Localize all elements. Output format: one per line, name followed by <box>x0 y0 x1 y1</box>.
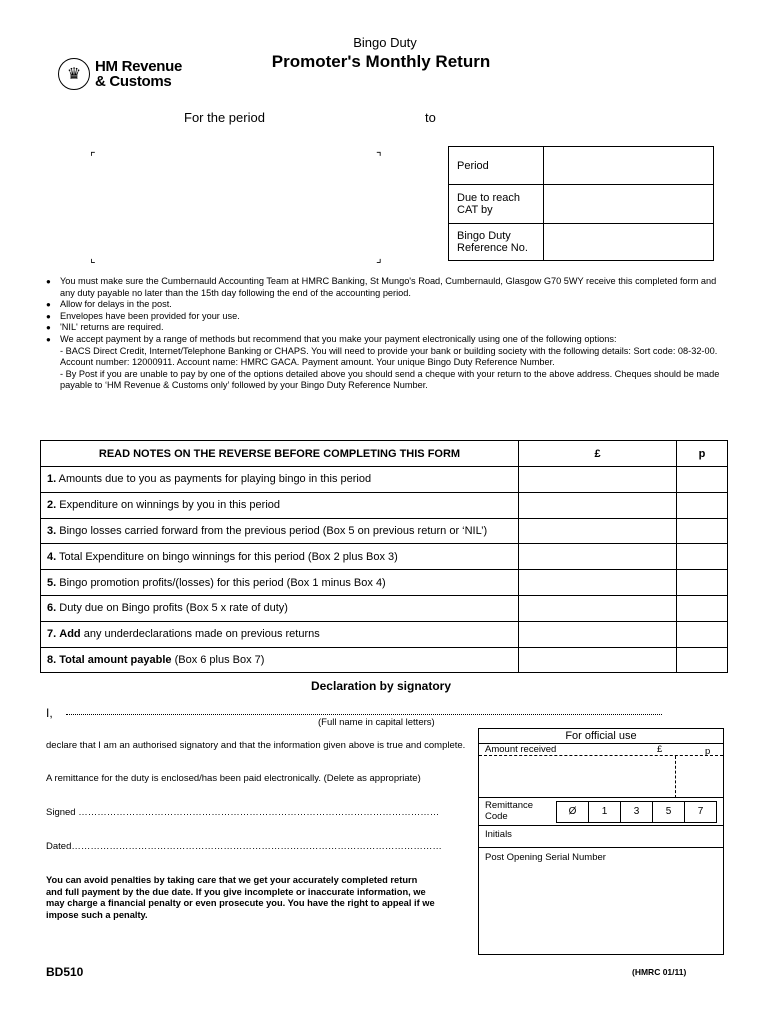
box-3-pence[interactable] <box>677 518 728 544</box>
address-corner-bottom-right: ⌟ <box>376 251 382 265</box>
remittance-code-digit: Ø <box>556 801 589 823</box>
row-number: 7. <box>47 628 57 641</box>
row-number: 5. <box>47 576 57 589</box>
address-corner-bottom-left: ⌞ <box>90 251 96 265</box>
remittance-code-digit: 5 <box>652 801 685 823</box>
amount-received-field[interactable] <box>479 755 723 798</box>
official-use-title: For official use <box>565 730 637 742</box>
row-label: Total Expenditure on bingo winnings for this period (Box 2 plus Box 3) <box>59 550 398 563</box>
box-8-pounds[interactable] <box>519 647 677 673</box>
form-code: BD510 <box>46 965 84 979</box>
official-use-box <box>478 728 724 955</box>
table-row <box>41 518 728 544</box>
declaration-title: Declaration by signatory <box>310 679 452 693</box>
penalty-notice: You can avoid penalties by taking care that we get your accurately completed return and full payment by the due date. If you give incomplete or inaccurate information, we may charge a financial penalty or even prosecute you. You have the right to appeal if we impose such a penalty. <box>46 875 435 920</box>
row-number: 8. <box>47 653 57 666</box>
box-5-pounds[interactable] <box>519 570 677 596</box>
ref-due-label: Due to reach CAT by <box>449 185 544 224</box>
table-row <box>41 467 728 493</box>
logo-line2: & Customs <box>95 73 172 90</box>
row-label: Amounts due to you as payments for playing bingo in this period <box>58 473 372 486</box>
box-6-pence[interactable] <box>677 595 728 621</box>
row-label: (Box 6 plus Box 7) <box>174 653 265 666</box>
row-label: Bingo losses carried forward from the previous period (Box 5 on previous return or ‘NIL’) <box>59 524 488 537</box>
remittance-code-label: Remittance Code <box>485 800 534 822</box>
period-to-label: to <box>425 110 436 125</box>
reference-box <box>448 146 714 261</box>
full-name-hint: (Full name in capital letters) <box>318 717 435 728</box>
box-2-pounds[interactable] <box>519 492 677 518</box>
form-title: Promoter's Monthly Return <box>271 52 491 71</box>
table-row <box>41 492 728 518</box>
note-item: ● Envelopes have been provided for your use. <box>46 311 726 323</box>
amount-received-label: Amount received <box>485 744 557 755</box>
table-row <box>41 595 728 621</box>
full-name-field[interactable] <box>66 702 662 715</box>
official-pence-label: p <box>705 746 711 757</box>
table-row <box>41 570 728 596</box>
declaration-statement: declare that I am an authorised signatory and that the information given above is true and complete. <box>46 740 466 751</box>
ref-number-label: Bingo Duty Reference No. <box>449 224 544 261</box>
box-1-pounds[interactable] <box>519 467 677 493</box>
row-number: 3. <box>47 524 57 537</box>
row-number: 6. <box>47 602 57 615</box>
row-label-bold: Total amount payable <box>59 653 172 666</box>
pounds-column-header: £ <box>519 441 677 467</box>
table-row <box>41 621 728 647</box>
row-label: Expenditure on winnings by you in this period <box>59 499 280 512</box>
crown-icon: ♛ <box>58 58 90 90</box>
pence-column-header: p <box>677 441 728 467</box>
row-label-bold: Add <box>59 628 81 641</box>
instructions-list <box>46 276 726 392</box>
note-item: ● 'NIL' returns are required. <box>46 322 726 334</box>
row-label: any underdeclarations made on previous returns <box>83 628 320 641</box>
note-item: ● You must make sure the Cumbernauld Accounting Team at HMRC Banking, St Mungo's Road, Cumbernauld, Glasgow G70 5WY receive this completed form and any duty payable no later than the 15th day following the end of the accounting period. <box>46 276 726 299</box>
signed-field[interactable]: Signed …………………………………………………………………………………………………… <box>46 807 440 818</box>
logo-line1: HM Revenue <box>95 58 183 75</box>
row-label: Duty due on Bingo profits (Box 5 x rate of duty) <box>59 602 288 615</box>
form-version: (HMRC 01/11) <box>632 967 687 977</box>
row-number: 4. <box>47 550 57 563</box>
initials-label: Initials <box>485 829 512 840</box>
box-4-pence[interactable] <box>677 544 728 570</box>
row-label: Bingo promotion profits/(losses) for this period (Box 1 minus Box 4) <box>59 576 386 589</box>
declaration-i-label: I, <box>46 706 53 720</box>
dated-field[interactable]: Dated……………………………………………………………………………………………………… <box>46 841 442 852</box>
ref-due-value[interactable] <box>544 185 714 224</box>
address-corner-top-left: ⌜ <box>90 150 96 164</box>
table-row <box>41 544 728 570</box>
table-row <box>41 647 728 673</box>
serial-number-label: Post Opening Serial Number <box>485 852 606 863</box>
box-4-pounds[interactable] <box>519 544 677 570</box>
remittance-code-digit: 7 <box>684 801 717 823</box>
box-3-pounds[interactable] <box>519 518 677 544</box>
ref-number-value[interactable] <box>544 224 714 261</box>
duty-table <box>40 440 728 673</box>
box-1-pence[interactable] <box>677 467 728 493</box>
note-item: ● We accept payment by a range of methods but recommend that you make your payment electronically using one of the following options: <box>46 334 726 346</box>
note-item: ● Allow for delays in the post. <box>46 299 726 311</box>
row-number: 1. <box>47 473 57 486</box>
row-number: 2. <box>47 499 57 512</box>
address-corner-top-right: ⌝ <box>376 150 382 164</box>
box-7-pounds[interactable] <box>519 621 677 647</box>
note-subitem: - By Post if you are unable to pay by one of the options detailed above you should send a cheque with your return to the above address. Cheques should be made payable to ‘HM Revenue & Customs only’ followed by your Bingo Duty Reference Number. <box>60 368 720 391</box>
box-6-pounds[interactable] <box>519 595 677 621</box>
ref-period-label: Period <box>449 147 544 185</box>
box-7-pence[interactable] <box>677 621 728 647</box>
box-5-pence[interactable] <box>677 570 728 596</box>
form-subtitle: Bingo Duty <box>353 35 417 50</box>
remittance-code-digit: 3 <box>620 801 653 823</box>
ref-period-value[interactable] <box>544 147 714 185</box>
period-label: For the period <box>184 110 265 125</box>
box-2-pence[interactable] <box>677 492 728 518</box>
remittance-code-digit: 1 <box>588 801 621 823</box>
remittance-statement: A remittance for the duty is enclosed/has been paid electronically. (Delete as appropriate) <box>46 773 421 784</box>
box-8-pence[interactable] <box>677 647 728 673</box>
official-pounds-label: £ <box>657 744 663 755</box>
table-header: READ NOTES ON THE REVERSE BEFORE COMPLETING THIS FORM <box>41 441 519 467</box>
note-subitem: - BACS Direct Credit, Internet/Telephone Banking or CHAPS. You will need to provide your bank or building society with the following details: Sort code: 08-32-00. Account number: 12000911. Account name: HMRC GACA. Payment amount. Your unique Bingo Duty Reference Number. <box>60 345 718 368</box>
